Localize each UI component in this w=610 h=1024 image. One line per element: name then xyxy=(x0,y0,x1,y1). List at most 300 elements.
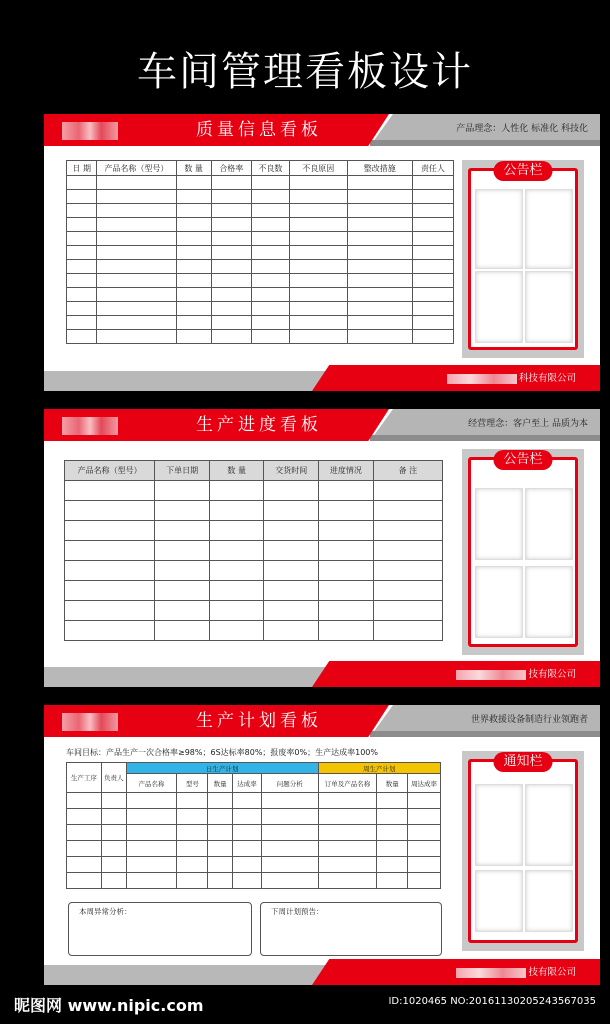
table-row xyxy=(67,260,454,274)
column-header: 产品名称 xyxy=(126,774,177,793)
table-cell xyxy=(209,601,264,621)
board-title: 生产进度看板 xyxy=(196,415,322,435)
table-cell xyxy=(319,621,374,641)
table-header-row xyxy=(65,461,443,481)
table-cell xyxy=(155,521,210,541)
table-cell xyxy=(176,218,211,232)
table-cell xyxy=(373,581,442,601)
notice-slot xyxy=(525,488,573,560)
table-cell xyxy=(264,501,319,521)
table-cell xyxy=(319,521,374,541)
table-cell xyxy=(176,260,211,274)
table-cell xyxy=(67,793,102,809)
header-gray-stripe xyxy=(370,731,600,737)
board-title: 质量信息看板 xyxy=(196,120,322,140)
table-row xyxy=(67,190,454,204)
table-cell xyxy=(67,825,102,841)
logo-placeholder xyxy=(62,713,118,731)
table-row xyxy=(67,218,454,232)
table-cell xyxy=(97,260,176,274)
table-cell xyxy=(408,873,441,889)
table-cell xyxy=(289,288,347,302)
notice-slot xyxy=(475,870,523,932)
column-header: 负责人 xyxy=(101,763,126,793)
column-header: 整改措施 xyxy=(347,161,412,176)
quality-board xyxy=(44,114,600,391)
table-cell xyxy=(412,232,453,246)
table-cell xyxy=(251,316,289,330)
table-cell xyxy=(177,809,208,825)
table-cell xyxy=(67,232,97,246)
table-cell xyxy=(264,541,319,561)
table-cell xyxy=(289,274,347,288)
table-cell xyxy=(97,288,176,302)
table-cell xyxy=(67,204,97,218)
table-cell xyxy=(347,330,412,344)
table-row xyxy=(65,541,443,561)
table-cell xyxy=(65,481,155,501)
table-cell xyxy=(251,330,289,344)
table-cell xyxy=(233,809,262,825)
workshop-target: 车间目标：产品生产一次合格率≥98%；6S达标率80%；报废率0%；生产达成率100% xyxy=(66,748,378,757)
table-cell xyxy=(318,857,377,873)
table-cell xyxy=(261,809,318,825)
table-cell xyxy=(211,246,251,260)
notice-slot xyxy=(525,271,573,343)
table-cell xyxy=(67,288,97,302)
table-cell xyxy=(289,260,347,274)
table-cell xyxy=(208,857,233,873)
table-cell xyxy=(101,793,126,809)
table-row xyxy=(67,330,454,344)
notice-label: 公告栏 xyxy=(493,161,552,181)
table-row xyxy=(67,176,454,190)
table-cell xyxy=(211,204,251,218)
table-cell xyxy=(347,288,412,302)
table-cell xyxy=(155,621,210,641)
table-cell xyxy=(177,873,208,889)
table-cell xyxy=(97,330,176,344)
notice-frame xyxy=(468,754,578,943)
table-cell xyxy=(318,825,377,841)
table-cell xyxy=(251,190,289,204)
table-header-row xyxy=(67,161,454,176)
footer-gray-band xyxy=(44,667,344,687)
table-row xyxy=(67,873,441,889)
table-cell xyxy=(67,274,97,288)
table-cell xyxy=(155,541,210,561)
footer-gray-band xyxy=(44,965,344,985)
table-cell xyxy=(126,825,177,841)
column-header: 数 量 xyxy=(176,161,211,176)
column-header: 周达成率 xyxy=(408,774,441,793)
table-cell xyxy=(289,302,347,316)
table-cell xyxy=(233,793,262,809)
table-cell xyxy=(347,204,412,218)
table-row xyxy=(67,274,454,288)
table-row xyxy=(65,621,443,641)
table-row xyxy=(65,601,443,621)
table-cell xyxy=(233,873,262,889)
image-id: ID:1020465 NO:20161130205243567035 xyxy=(388,996,596,1007)
table-row xyxy=(67,246,454,260)
table-group-row xyxy=(67,763,441,774)
table-cell xyxy=(289,232,347,246)
table-cell xyxy=(377,793,408,809)
table-cell xyxy=(211,316,251,330)
table-cell xyxy=(67,857,102,873)
column-header: 责任人 xyxy=(412,161,453,176)
table-cell xyxy=(347,246,412,260)
column-header: 型号 xyxy=(177,774,208,793)
table-cell xyxy=(211,218,251,232)
column-header: 数量 xyxy=(208,774,233,793)
table-cell xyxy=(251,246,289,260)
table-cell xyxy=(97,246,176,260)
table-cell xyxy=(377,873,408,889)
table-cell xyxy=(176,246,211,260)
notice-slot xyxy=(525,566,573,638)
table-cell xyxy=(319,481,374,501)
table-cell xyxy=(373,601,442,621)
table-cell xyxy=(412,288,453,302)
notice-board xyxy=(462,160,584,358)
table-cell xyxy=(289,204,347,218)
company-name: 技有限公司 xyxy=(456,668,576,682)
table-cell xyxy=(264,601,319,621)
plan-board xyxy=(44,705,600,985)
table-cell xyxy=(65,581,155,601)
header-gray-stripe xyxy=(370,140,600,146)
table-cell xyxy=(347,232,412,246)
column-header: 合格率 xyxy=(211,161,251,176)
table-cell xyxy=(177,793,208,809)
table-cell xyxy=(318,793,377,809)
table-cell xyxy=(209,541,264,561)
table-cell xyxy=(208,825,233,841)
table-cell xyxy=(318,841,377,857)
table-cell xyxy=(264,561,319,581)
table-cell xyxy=(319,601,374,621)
notice-slot xyxy=(475,566,523,638)
table-row xyxy=(67,316,454,330)
table-cell xyxy=(101,825,126,841)
table-cell xyxy=(65,561,155,581)
table-cell xyxy=(155,501,210,521)
table-cell xyxy=(155,601,210,621)
table-cell xyxy=(65,521,155,541)
table-cell xyxy=(412,260,453,274)
table-cell xyxy=(97,204,176,218)
column-header: 日 期 xyxy=(67,161,97,176)
table-cell xyxy=(67,316,97,330)
column-header: 数量 xyxy=(377,774,408,793)
table-cell xyxy=(373,621,442,641)
table-cell xyxy=(176,302,211,316)
table-cell xyxy=(261,857,318,873)
table-cell xyxy=(101,873,126,889)
table-cell xyxy=(289,316,347,330)
progress-table xyxy=(64,460,443,641)
header-gray-stripe xyxy=(370,435,600,441)
table-cell xyxy=(377,857,408,873)
table-cell xyxy=(67,260,97,274)
table-cell xyxy=(67,246,97,260)
table-cell xyxy=(412,330,453,344)
table-cell xyxy=(319,561,374,581)
table-row xyxy=(65,521,443,541)
next-week-plan-box: 下周计划预告： xyxy=(260,902,442,956)
company-name: 科技有限公司 xyxy=(447,372,576,386)
table-cell xyxy=(251,218,289,232)
table-cell xyxy=(373,481,442,501)
table-row xyxy=(65,581,443,601)
table-row xyxy=(65,481,443,501)
table-cell xyxy=(209,481,264,501)
table-cell xyxy=(97,274,176,288)
quality-table xyxy=(66,160,454,344)
notice-slot xyxy=(525,870,573,932)
column-header: 达成率 xyxy=(233,774,262,793)
table-cell xyxy=(377,825,408,841)
site-logo: 昵图网 www.nipic.com xyxy=(14,996,204,1015)
table-cell xyxy=(176,204,211,218)
table-cell xyxy=(65,601,155,621)
table-cell xyxy=(211,302,251,316)
table-cell xyxy=(289,218,347,232)
table-cell xyxy=(65,501,155,521)
column-header: 备 注 xyxy=(373,461,442,481)
footer-gray-band xyxy=(44,371,344,391)
table-cell xyxy=(176,330,211,344)
table-cell xyxy=(176,288,211,302)
table-cell xyxy=(264,581,319,601)
table-cell xyxy=(67,809,102,825)
logo-placeholder xyxy=(62,122,118,140)
table-cell xyxy=(347,260,412,274)
notice-slot xyxy=(525,784,573,866)
column-header: 产品名称（型号） xyxy=(97,161,176,176)
table-cell xyxy=(319,501,374,521)
table-row xyxy=(67,793,441,809)
table-cell xyxy=(209,561,264,581)
table-cell xyxy=(408,841,441,857)
logo-placeholder xyxy=(62,417,118,435)
table-row xyxy=(67,232,454,246)
page-title: 车间管理看板设计 xyxy=(137,49,473,95)
table-cell xyxy=(176,232,211,246)
table-cell xyxy=(251,288,289,302)
table-cell xyxy=(67,873,102,889)
table-cell xyxy=(97,302,176,316)
column-header: 交货时间 xyxy=(264,461,319,481)
table-cell xyxy=(67,302,97,316)
table-cell xyxy=(412,218,453,232)
table-cell xyxy=(177,825,208,841)
table-cell xyxy=(347,190,412,204)
table-cell xyxy=(264,481,319,501)
table-cell xyxy=(97,218,176,232)
table-cell xyxy=(412,190,453,204)
board-title: 生产计划看板 xyxy=(196,711,322,731)
table-cell xyxy=(251,302,289,316)
table-cell xyxy=(176,176,211,190)
table-cell xyxy=(408,809,441,825)
notice-frame xyxy=(468,452,578,647)
table-cell xyxy=(155,561,210,581)
table-cell xyxy=(319,581,374,601)
table-cell xyxy=(412,204,453,218)
table-cell xyxy=(261,825,318,841)
column-header: 数 量 xyxy=(209,461,264,481)
table-cell xyxy=(373,501,442,521)
table-cell xyxy=(208,873,233,889)
table-cell xyxy=(211,260,251,274)
table-cell xyxy=(261,841,318,857)
table-cell xyxy=(251,232,289,246)
table-cell xyxy=(347,316,412,330)
table-row xyxy=(67,809,441,825)
table-cell xyxy=(261,793,318,809)
table-cell xyxy=(347,176,412,190)
table-cell xyxy=(289,176,347,190)
table-row xyxy=(67,302,454,316)
table-cell xyxy=(373,521,442,541)
table-cell xyxy=(377,841,408,857)
table-cell xyxy=(347,302,412,316)
table-cell xyxy=(408,857,441,873)
table-cell xyxy=(65,621,155,641)
table-row xyxy=(65,561,443,581)
table-cell xyxy=(373,541,442,561)
table-cell xyxy=(289,330,347,344)
table-cell xyxy=(211,330,251,344)
table-cell xyxy=(408,825,441,841)
table-cell xyxy=(233,857,262,873)
table-cell xyxy=(408,793,441,809)
notice-label: 公告栏 xyxy=(493,450,552,470)
table-cell xyxy=(126,841,177,857)
table-cell xyxy=(377,809,408,825)
table-cell xyxy=(176,274,211,288)
table-cell xyxy=(155,481,210,501)
table-cell xyxy=(101,857,126,873)
table-row xyxy=(67,825,441,841)
table-cell xyxy=(65,541,155,561)
table-cell xyxy=(126,809,177,825)
notice-slot xyxy=(475,784,523,866)
notice-slot xyxy=(475,189,523,269)
column-header: 订单及产品名称 xyxy=(318,774,377,793)
table-cell xyxy=(126,857,177,873)
table-cell xyxy=(264,521,319,541)
group-header-week: 周生产计划 xyxy=(318,763,440,774)
table-cell xyxy=(176,190,211,204)
table-cell xyxy=(177,841,208,857)
table-cell xyxy=(318,873,377,889)
table-cell xyxy=(209,521,264,541)
table-cell xyxy=(176,316,211,330)
table-cell xyxy=(251,204,289,218)
table-row xyxy=(67,288,454,302)
notice-board xyxy=(462,449,584,655)
table-cell xyxy=(289,190,347,204)
table-cell xyxy=(412,246,453,260)
table-cell xyxy=(67,330,97,344)
table-cell xyxy=(412,176,453,190)
table-cell xyxy=(97,176,176,190)
table-cell xyxy=(264,621,319,641)
table-cell xyxy=(412,302,453,316)
column-header: 产品名称（型号） xyxy=(65,461,155,481)
column-header: 不良数 xyxy=(251,161,289,176)
table-row xyxy=(65,501,443,521)
weekly-anomaly-box: 本周异常分析： xyxy=(68,902,252,956)
notice-board xyxy=(462,751,584,951)
notice-frame xyxy=(468,163,578,350)
notice-slot xyxy=(475,271,523,343)
column-header: 下单日期 xyxy=(155,461,210,481)
slogan: 产品理念：人性化 标准化 科技化 xyxy=(456,124,588,134)
group-header-day: 日生产计划 xyxy=(126,763,318,774)
table-cell xyxy=(261,873,318,889)
table-cell xyxy=(67,218,97,232)
table-cell xyxy=(318,809,377,825)
table-row xyxy=(67,857,441,873)
slogan: 经营理念：客户至上 品质为本 xyxy=(468,419,588,429)
table-cell xyxy=(177,857,208,873)
table-cell xyxy=(412,274,453,288)
table-cell xyxy=(97,190,176,204)
table-cell xyxy=(67,841,102,857)
table-cell xyxy=(251,274,289,288)
table-cell xyxy=(209,621,264,641)
column-header: 问题分析 xyxy=(261,774,318,793)
table-cell xyxy=(67,190,97,204)
table-cell xyxy=(101,809,126,825)
table-cell xyxy=(97,232,176,246)
table-cell xyxy=(101,841,126,857)
notice-slot xyxy=(475,488,523,560)
column-header: 不良原因 xyxy=(289,161,347,176)
table-cell xyxy=(97,316,176,330)
notice-slot xyxy=(525,189,573,269)
table-cell xyxy=(67,176,97,190)
plan-table xyxy=(66,762,441,889)
column-header: 生产工序 xyxy=(67,763,102,793)
table-cell xyxy=(233,841,262,857)
table-cell xyxy=(373,561,442,581)
table-cell xyxy=(126,793,177,809)
table-cell xyxy=(208,793,233,809)
table-cell xyxy=(211,176,251,190)
slogan: 世界救援设备制造行业领跑者 xyxy=(470,715,588,725)
table-cell xyxy=(289,246,347,260)
table-cell xyxy=(126,873,177,889)
table-cell xyxy=(347,274,412,288)
table-row xyxy=(67,204,454,218)
table-cell xyxy=(233,825,262,841)
table-cell xyxy=(155,581,210,601)
table-cell xyxy=(209,501,264,521)
table-cell xyxy=(251,176,289,190)
company-name: 技有限公司 xyxy=(456,966,576,980)
column-header: 进度情况 xyxy=(319,461,374,481)
table-cell xyxy=(209,581,264,601)
table-cell xyxy=(208,841,233,857)
table-cell xyxy=(412,316,453,330)
table-cell xyxy=(211,274,251,288)
